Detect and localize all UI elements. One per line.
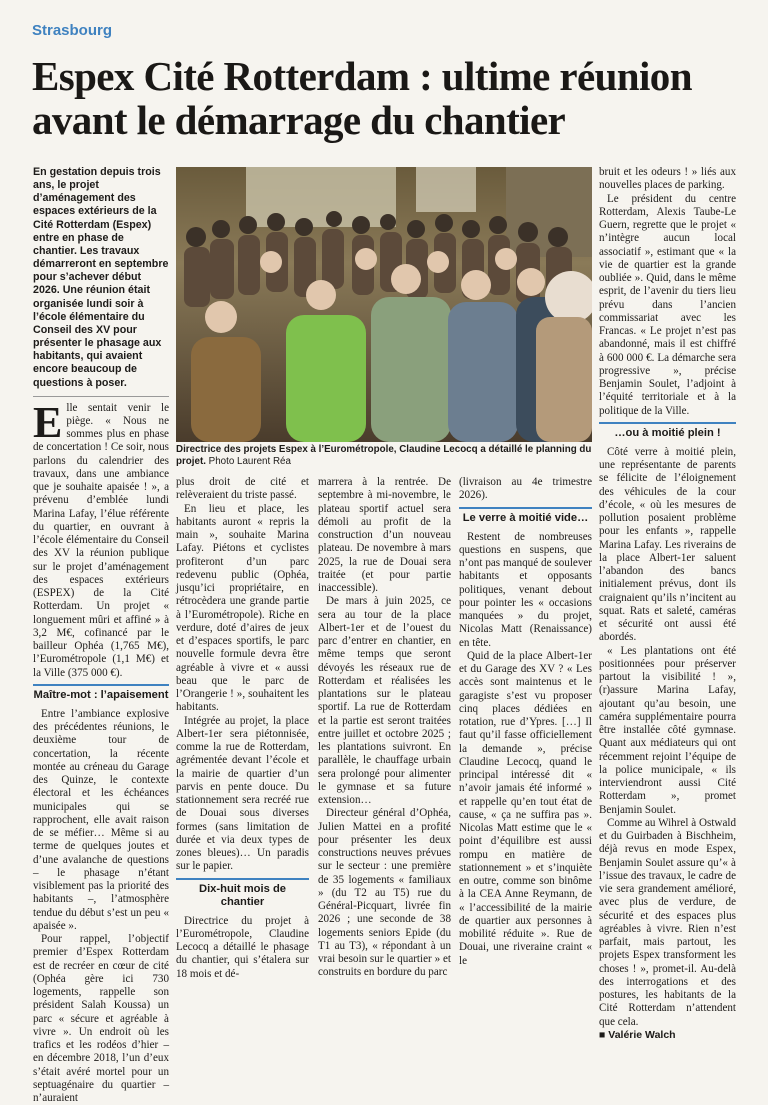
- article-paragraph: Côté verre à moitié plein, une représentante de parents se félicite de l’éloignement des véhicules de la cour d’école, « où les mesures de pollution posaient problème pour les enfants », rappelle Marina Lafay. Les riverains de la place Albert-1er saluent l’abandon des bancs initialement prévus, dont ils craignaient qu’ils n’incitent au squat. Rats et saleté, caméras et sécurité ont aussi été abordés.: [599, 445, 736, 644]
- article-paragraph: Pour rappel, l’objectif premier d’Espex Rotterdam est de recréer en cœur de cité (Ophéa gère ici 730 logements, rappelle son président Salah Koussa) un parc « sécure et agréable à vivre ». Un endroit où les trafics et les rodéos d’hier – en décembre 2018, l’un d’eux s’était avéré mortel pour un septuagénaire du quartier – n’auraient: [33, 933, 169, 1105]
- column-4: [459, 476, 592, 968]
- dropcap: E: [33, 397, 63, 447]
- meeting-photo-illustration: [176, 167, 592, 442]
- article-paragraph: Le président du centre Rotterdam, Alexis Taube-Le Guern, regrette que le projet « n’intègre aucun local associatif », estimant que « la vie de quartier est la grande oubliée ». Quid, dans le même esprit, de l’avenir du tiers lieu prévu dans l’ancien commissariat avec les Francas. « Le projet n’est pas abandonné, mais il est chiffré à 600 000 €. La démarche sera progressive », précise Benjamin Soulet, l’adjoint à l’équité territoriale et à la politique de la Ville.: [599, 192, 736, 417]
- article-paragraph: Restent de nombreuses questions en suspens, que n’ont pas manqué de soulever habitants et opposants politiques, venant debout pour pointer les « occasions manquées » du projet, Nicolas Matt (Renaissance) en tête.: [459, 530, 592, 649]
- author-byline: ■ Valérie Walch: [599, 1028, 676, 1041]
- article-paragraph: Comme au Wihrel à Ostwald et du Guirbaden à Bischheim, déjà revus en mode Espex, Benjamin Soulet assure qu’« à l’issue des travaux, le cadre de vie sera grandement amélioré, avec plus de verdure, de sécurité et des espaces plus agréables à vivre. Rien n’est parfait, mais partout, les projets Espex transforment les choses ! », promet-il. Au-delà des interrogations et des postures, les habitants de la Cité Rotterdam n’attendent que cela.: [599, 816, 736, 1028]
- article-paragraph: Directrice du projet à l’Eurométropole, Claudine Lecocq a détaillé le phasage du chantier, qui s’étalera sur 18 mois et dé-: [176, 914, 309, 980]
- subheading: Dix-huit mois de chantier: [176, 878, 309, 909]
- article-paragraph: Quid de la place Albert-1er et du Garage des XV ? « Les accès sont maintenus et le garagiste s’est vu proposer cinq places dédiées en rotation, rue d’Ypres. […] Il faut qu’il fasse officiellement la demande », précise Claudine Lecocq, quand le principal intéressé dit « n’avoir jamais été informé » et rappelle qu’en tout état de cause, « ça ne suffira pas ». Nicolas Matt estime que le « point d’équilibre est aussi rompu en matière de stationnement » et s’inquiète en outre, comme son binôme à la CEA Anne Reymann, de « l’accessibilité de la mairie de quartier aux personnes à mobilité réduite ». Rue de Douai, une riveraine craint « le: [459, 649, 592, 967]
- column-1: [33, 166, 169, 1105]
- article-paragraph: Directeur général d’Ophéa, Julien Mattei en a profité pour présenter les deux constructions neuves prévues sur le secteur : une première de 35 logements « familiaux » (du T2 au T5) rue du Général-Picquart, livrée fin 2026 ; une seconde de 38 logements seniors Epide (du T1 au T3), « répondant à un vrai besoin sur le quartier » et construits en bordure du parc: [318, 807, 451, 979]
- article-paragraph: marrera à la rentrée. De septembre à mi-novembre, le plateau sportif actuel sera démoli au profit de la construction d’un nouveau plateau. De novembre à mars 2025, la rue de Douai sera traitée (et pour partie inaccessible).: [318, 476, 451, 594]
- photo-credit: Photo Laurent Réa: [208, 456, 291, 468]
- subheading: Maître-mot : l’apaisement: [33, 684, 169, 702]
- article-paragraph: (livraison au 4e trimestre 2026).: [459, 476, 592, 502]
- subheading: …ou à moitié plein !: [599, 422, 736, 440]
- article-paragraph: En lieu et place, les habitants auront « repris la main », souhaite Marina Lafay. Piétons et cyclistes profiteront d’un parc redevenu public (Ophéa, jusqu’ici propriétaire, en rétrocèdera une grande partie à l’Eurométropole). Riche en verdure, doté d’aires de jeux et d’espaces sportifs, le parc nouvelle formule devra être agréable à vivre et « aussi beau que le parc de l’Orangerie ! », souhaitent les habitants.: [176, 502, 309, 714]
- article-paragraph: De mars à juin 2025, ce sera au tour de la place Albert-1er et de l’ouest du parc d’entrer en chantier, en même temps que seront dévoyés les réseaux rue de Rotterdam et réalisées les plantations sur le plateau sportif. La rue de Rotterdam et la partie est seront traitées entre juillet et octobre 2025 ; les plantations suivront. En parallèle, le chauffage urbain sera prolongé pour alimenter le gymnase et sa future extension…: [318, 595, 451, 806]
- article-paragraph: « Les plantations ont été positionnées pour préserver partout la visibilité ! », (r)assure Marina Lafay, ajoutant qu’au besoin, une caméra supplémentaire pourra être installée côté gymnase. Quant aux médiateurs qui ont récemment rejoint l’équipe de la police municipale, « ils interviendront aussi Cité Rotterdam », promet Benjamin Soulet.: [599, 644, 736, 816]
- photo-caption: Directrice des projets Espex à l’Eurométropole, Claudine Lecocq a détaillé le planning du projet. Photo Laurent Réa: [176, 444, 592, 468]
- section-kicker: Strasbourg: [32, 22, 113, 39]
- article-paragraph: Entre l’ambiance explosive des précédentes réunions, le deuxième tour de concertation, la récente montée au créneau du Garage des Quinze, le contexte électoral et les échéances municipales qui se rapprochent, elle avait raison de se méfier… Même si au terme de quelques joutes et d’une avalanche de questions – le phasage n’étant visiblement pas la priorité des habitants –, l’atmosphère tendue du début s’est un peu « apaisée ».: [33, 707, 169, 932]
- article-paragraph: Elle sentait venir le piège. « Nous ne sommes plus en phase de concertation ! Ce soir, nous parlons du calendrier des travaux, dans une ambiance que je souhaite apaisée ! », a prévenu d’emblée lundi Marina Lafay, l’élue référente du quartier, en ouvrant à l’école élémentaire du Conseil des XV la réunion publique sur le projet d’aménagement des espaces extérieurs (ESPEX) de la Cité Rotterdam. Un projet « longuement mûri et affiné » à 3,2 M€, cofinancé par le bailleur Ophéa (1,765 M€), l’Eurométropole (1,1 M€) et la Ville (375 000 €).: [33, 397, 169, 679]
- column-3: [318, 476, 451, 980]
- article-paragraph: plus droit de cité et relèveraient du triste passé.: [176, 476, 309, 502]
- column-2: [176, 476, 309, 981]
- article-photo: [176, 167, 592, 442]
- article-paragraph: bruit et les odeurs ! » liés aux nouvelles places de parking.: [599, 166, 736, 192]
- article-lead: En gestation depuis trois ans, le projet d’aménagement des espaces extérieurs de la Cité Rotterdam (Espex) entre en phase de chantier. Les travaux démarreront en septembre pour s’achever début 2026. Une réunion était organisée lundi soir à l’école élémentaire du Conseil des XV pour présenter le phasage aux habitants, qui avaient encore beaucoup de questions à poser.: [33, 166, 169, 389]
- article-paragraph: Intégrée au projet, la place Albert-1er sera piétonnisée, comme la rue de Rotterdam, agrémentée devant l’école et la mairie de quartier d’un parvis en pente douce. Du stationnement sera recréé rue de Douai sous diverses formes (sans limitation de durée et via deux types de zones bleues)… Un paradis sur le papier.: [176, 714, 309, 873]
- subheading: Le verre à moitié vide…: [459, 507, 592, 525]
- article-headline: Espex Cité Rotterdam : ultime réunion avant le démarrage du chantier: [32, 53, 692, 143]
- column-5: [599, 166, 736, 1042]
